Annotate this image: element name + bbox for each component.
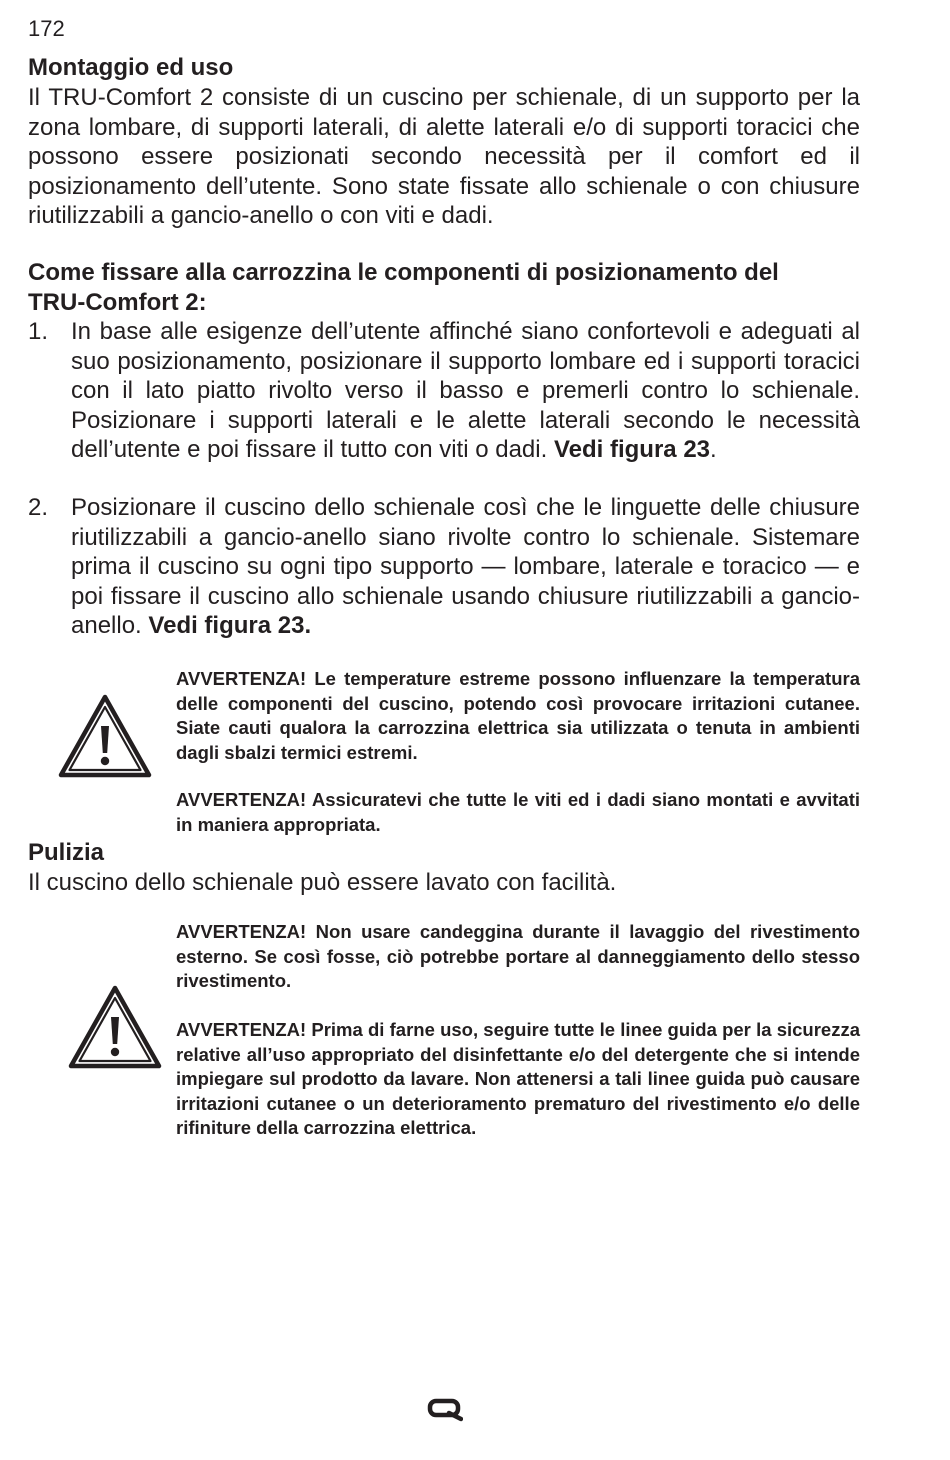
warning-disinfectant: AVVERTENZA! Prima di farne uso, seguire tutte le linee guida per la sicurezza relative all’uso appropriato del disinfettante e/o del detergente che si intende impiegare sul prodotto da lavare. Non attenersi a tali linee guida può causare irritazioni cutanee o un deterioramento prematuro del rivestimento e/o delle rifiniture della carrozzina elettrica.: [176, 1019, 860, 1138]
assembly-paragraph: Il TRU-Comfort 2 consiste di un cuscino per schienale, di un supporto per la zona lombare, di supporti laterali, di alette laterali e/o di supporti toracici che possono essere posizionati secondo necessità per il comfort ed il posizionamento dell’utente. Sono state fissate allo schienale o con chiusure riutilizzabili a gancio-anello o con viti e dadi.: [28, 84, 860, 229]
mounting-heading-line1: Come fissare alla carrozzina le componenti di posizionamento del: [28, 259, 779, 286]
step-text: In base alle esigenze dell’utente affinché siano confortevoli e adeguati al suo posizionamento, posizionare il supporto lombare ed i supporti toracici con il lato piatto rivolto verso il basso e premerli contro lo schienale. Posizionare i supporti laterali e le alette laterali secondo le necessità dell’utente e poi fissare il tutto con viti o dadi.: [71, 318, 860, 463]
brand-logo-icon: [427, 1398, 463, 1422]
mounting-heading-line2: TRU-Comfort 2:: [28, 289, 207, 316]
warning-temperature: AVVERTENZA! Le temperature estreme possono influenzare la temperatura delle componenti del cuscino, potendo così provocare irritazioni cutanee. Siate cauti qualora la carrozzina elettrica sia utilizzata o tenuta in ambienti dagli sbalzi termici estremi.: [176, 668, 860, 763]
step-text: Posizionare il cuscino dello schienale così che le linguette delle chiusure riutilizzabili a gancio-anello siano rivolte contro lo schienale. Sistemare prima il cuscino su ogni tipo supporto — lombare, laterale e toracico — e poi fissare il cuscino allo schienale usando chiusure riutilizzabili a gancio-anello.: [71, 494, 860, 639]
list-item-step-1: [28, 317, 860, 465]
section-title-cleaning: Pulizia: [28, 839, 105, 866]
list-item-step-2: [28, 493, 860, 641]
warning-triangle-icon: [67, 984, 163, 1072]
step-ref-suffix: .: [710, 436, 717, 463]
section-title-assembly: Montaggio ed uso: [28, 54, 234, 81]
page-number: 172: [28, 16, 65, 41]
cleaning-paragraph: Il cuscino dello schienale può essere lavato con facilità.: [28, 869, 617, 896]
step-number: 2.: [28, 494, 49, 521]
figure-reference: Vedi figura 23.: [148, 612, 312, 639]
figure-reference: Vedi figura 23: [553, 436, 711, 463]
warning-screws: AVVERTENZA! Assicuratevi che tutte le viti ed i dadi siano montati e avvitati in maniera appropriata.: [176, 789, 860, 835]
warning-triangle-icon: [57, 693, 153, 781]
warning-bleach: AVVERTENZA! Non usare candeggina durante il lavaggio del rivestimento esterno. Se così fosse, ciò potrebbe portare al danneggiamento dello stesso rivestimento.: [176, 921, 860, 991]
step-number: 1.: [28, 318, 49, 345]
